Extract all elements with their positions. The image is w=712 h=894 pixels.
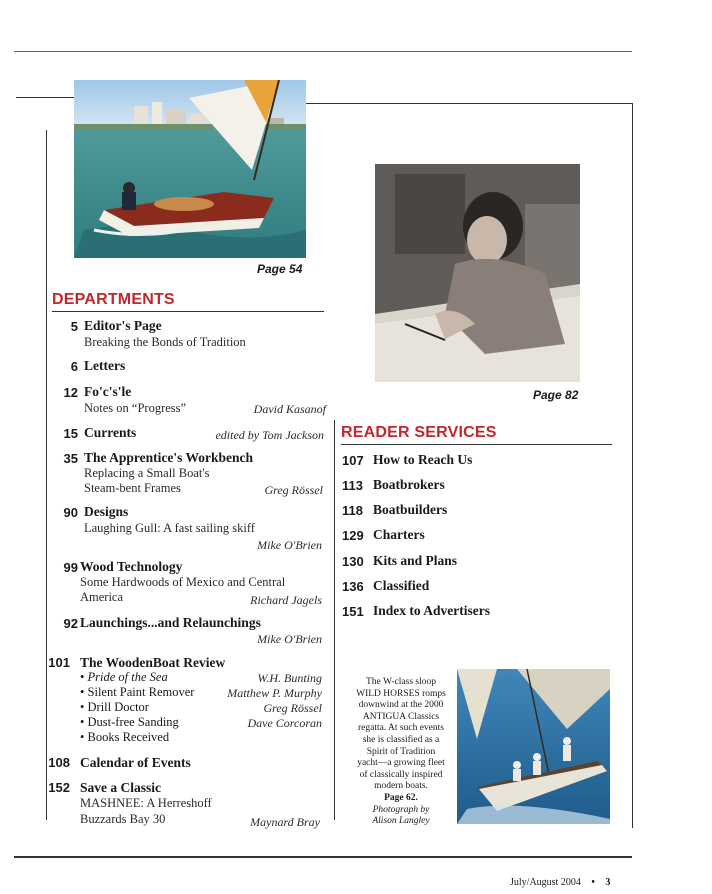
top-rule (14, 51, 632, 52)
header-left-rule (16, 97, 74, 98)
toc-sub: Breaking the Bonds of Tradition (84, 335, 246, 349)
toc-title-designs[interactable]: Designs (84, 504, 129, 519)
toc-num: 108 (48, 755, 70, 770)
toc-author: Mike O'Brien (257, 538, 322, 552)
toc-title-calendar[interactable]: Calendar of Events (80, 755, 191, 770)
departments-rule (52, 311, 324, 312)
review-item-label[interactable]: Silent Paint Remover (87, 685, 195, 699)
toc-sub: Replacing a Small Boat's (84, 466, 210, 480)
toc-num: 12 (63, 385, 78, 400)
toc-title-launchings[interactable]: Launchings...and Relaunchings (80, 615, 261, 630)
review-item (80, 685, 194, 700)
sailing-skiff-image (74, 80, 306, 258)
rs-num: 130 (342, 554, 364, 569)
toc-num: 101 (48, 655, 70, 670)
caption-line: yacht—a growing fleet (357, 758, 445, 769)
toc-num: 99 (63, 560, 78, 575)
bullet-icon: • (80, 700, 85, 714)
caption-line: ANTIGUA Classics (362, 711, 440, 722)
toc-sub: Notes on “Progress” (84, 401, 187, 415)
rs-num: 136 (342, 579, 364, 594)
caption-credit: Photograph by (372, 804, 430, 815)
review-item-label[interactable]: Drill Doctor (87, 700, 149, 714)
left-column-rule (46, 130, 47, 820)
footer-page-number: 3 (605, 877, 611, 888)
review-item-label[interactable]: Dust-free Sanding (87, 715, 179, 729)
toc-num: 6 (70, 359, 78, 374)
toc-sub: Steam-bent Frames (84, 481, 181, 495)
photo3-caption (350, 677, 452, 828)
rs-title-charters[interactable]: Charters (373, 527, 425, 542)
toc-sub: Some Hardwoods of Mexico and Central (80, 575, 286, 589)
rs-title-boatbuilders[interactable]: Boatbuilders (373, 502, 448, 517)
photo2-caption: Page 82 (533, 388, 579, 402)
bullet-icon: • (80, 670, 85, 684)
rs-title-index-to-advertisers[interactable]: Index to Advertisers (373, 603, 490, 618)
toc-author: edited by Tom Jackson (215, 428, 324, 442)
photo-drafting-woman (375, 164, 580, 382)
reader-services-rule (341, 444, 612, 445)
toc-title-editors-page[interactable]: Editor's Page (84, 318, 162, 333)
toc-author: Matthew P. Murphy (227, 686, 322, 700)
photo1-caption: Page 54 (257, 262, 303, 276)
bottom-rule (14, 856, 632, 858)
caption-credit: Alison Langley (372, 816, 430, 827)
caption-line: regatta. At such events (357, 723, 444, 734)
review-item-label[interactable]: Pride of the Sea (87, 670, 168, 684)
rs-title-boatbrokers[interactable]: Boatbrokers (373, 477, 445, 492)
bullet-icon: • (80, 730, 85, 744)
toc-title-focsle[interactable]: Fo'c's'le (84, 384, 132, 399)
drafting-woman-image (375, 164, 580, 382)
rs-num: 118 (342, 503, 363, 518)
toc-num: 15 (63, 426, 78, 441)
toc-title-apprentices-workbench[interactable]: The Apprentice's Workbench (84, 450, 254, 465)
rs-title-kits-and-plans[interactable]: Kits and Plans (373, 553, 458, 568)
toc-num: 92 (63, 616, 78, 631)
toc-num: 35 (63, 451, 78, 466)
photo-sailing-skiff (74, 80, 306, 258)
toc-title-wood-technology[interactable]: Wood Technology (80, 559, 183, 574)
rs-num: 129 (342, 528, 364, 543)
toc-title-currents[interactable]: Currents (84, 425, 137, 440)
review-item (80, 715, 179, 730)
bullet-icon: • (80, 685, 85, 699)
rs-title-how-to-reach-us[interactable]: How to Reach Us (373, 452, 473, 467)
toc-sub: MASHNEE: A Herreshoff (80, 796, 212, 810)
bullet-icon: • (80, 715, 85, 729)
caption-line: WILD HORSES romps (356, 688, 446, 699)
caption-page-ref: Page 62. (384, 792, 418, 803)
toc-author: Greg Rössel (263, 701, 322, 715)
toc-title-woodenboat-review[interactable]: The WoodenBoat Review (80, 655, 226, 670)
toc-author: David Kasanof (253, 402, 326, 416)
toc-author: W.H. Bunting (257, 671, 322, 685)
reader-services-heading: READER SERVICES (341, 424, 497, 441)
toc-sub: Laughing Gull: A fast sailing skiff (84, 521, 255, 535)
caption-line: modern boats. (374, 781, 428, 792)
toc-author: Dave Corcoran (247, 716, 322, 730)
right-frame-rule (632, 103, 633, 828)
toc-author: Richard Jagels (250, 593, 322, 607)
toc-sub: Buzzards Bay 30 (80, 812, 166, 826)
w-class-sloop-image (457, 669, 610, 824)
photo-w-class-sloop (457, 669, 610, 824)
center-column-rule (334, 420, 335, 820)
review-item (80, 700, 149, 715)
departments-heading: DEPARTMENTS (52, 291, 175, 308)
toc-sub: America (80, 590, 124, 604)
toc-num: 90 (63, 505, 78, 520)
toc-title-letters[interactable]: Letters (84, 358, 126, 373)
caption-line: The W-class sloop (365, 677, 436, 687)
review-item (80, 670, 168, 685)
rs-num: 151 (342, 604, 364, 619)
rs-num: 107 (342, 453, 364, 468)
header-right-rule (284, 103, 632, 104)
rs-num: 113 (342, 478, 363, 493)
toc-author: Maynard Bray (250, 815, 320, 829)
toc-author: Mike O'Brien (257, 632, 322, 646)
caption-line: she is classified as a (362, 734, 440, 745)
page-footer (510, 877, 610, 888)
caption-line: Spirit of Tradition (366, 746, 436, 757)
footer-separator: • (591, 877, 595, 888)
rs-title-classified[interactable]: Classified (373, 578, 430, 593)
toc-title-save-a-classic[interactable]: Save a Classic (80, 780, 161, 795)
caption-line: of classically inspired (359, 769, 443, 780)
review-item (80, 730, 169, 745)
caption-line: downwind at the 2000 (358, 700, 444, 711)
toc-num: 152 (48, 780, 70, 795)
toc-num: 5 (70, 319, 78, 334)
review-item-label[interactable]: Books Received (87, 730, 170, 744)
footer-issue: July/August 2004 (510, 877, 581, 888)
toc-author: Greg Rössel (264, 483, 323, 497)
